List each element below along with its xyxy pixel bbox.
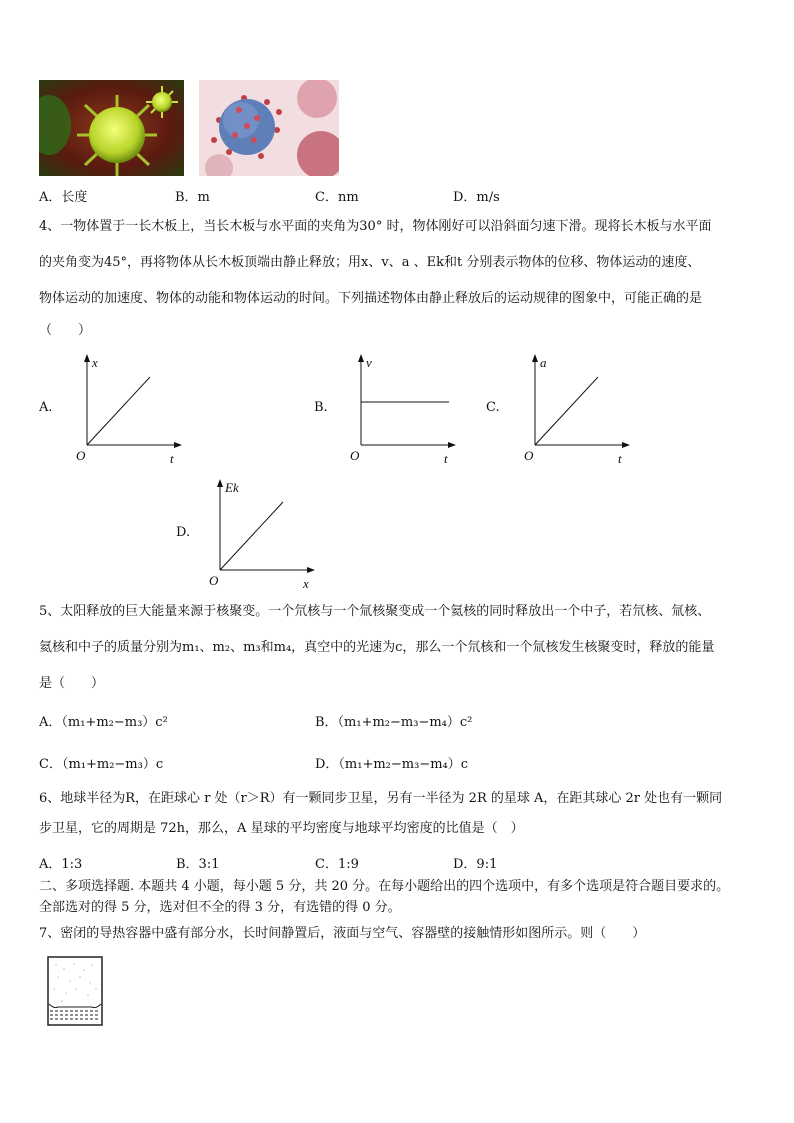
graph-d-y-label: Ek xyxy=(225,480,239,495)
q5-option-a: A．（m₁+m₂−m₃）c² xyxy=(39,715,168,730)
graph-a-y-label: x xyxy=(92,355,98,370)
q4-graph-c xyxy=(518,350,638,468)
graph-b-y-label: v xyxy=(366,355,372,370)
q4-line-1: 4、一物体置于一长木板上，当长木板与水平面的夹角为30° 时，物体刚好可以沿斜面匀速下滑。现将长木板与水平面 xyxy=(39,219,712,234)
q5-line-3: 是（ ） xyxy=(39,676,105,691)
q6-option-c: C．1:9 xyxy=(315,857,359,872)
q6-option-b: B．3:1 xyxy=(176,857,220,872)
q4-graph-b xyxy=(344,350,464,468)
q4-line-4: （ ） xyxy=(39,323,92,338)
q4-line-2: 的夹角变为45°，再将物体从长木板顶端由静止释放；用x、v、a 、Ek和t 分别表示物体的位移、物体运动的速度、 xyxy=(39,255,701,270)
q6-line-1: 6、地球半径为R，在距球心 r 处（r＞R）有一颗同步卫星，另有一半径为 2R 的星球 A，在距其球心 2r 处也有一颗同 xyxy=(39,791,723,806)
q5-line-1: 5、太阳释放的巨大能量来源于核聚变。一个氘核与一个氚核聚变成一个氦核的同时释放出一个中子，若氘核、氚核、 xyxy=(39,604,711,619)
graph-c-origin: O xyxy=(524,448,534,463)
section-2-line-2: 全部选对的得 5 分，选对但不全的得 3 分，有选错的得 0 分。 xyxy=(39,900,401,915)
q4-line-3: 物体运动的加速度、物体的动能和物体运动的时间。下列描述物体由静止释放后的运动规律的图象中，可能正确的是 xyxy=(39,291,703,306)
q4-option-c-label: C. xyxy=(486,400,500,415)
graph-a-x-label: t xyxy=(170,451,174,466)
section-2-line-1: 二、多项选择题. 本题共 4 小题，每小题 5 分，共 20 分。在每小题给出的四个选项中，有多个选项是符合题目要求的。 xyxy=(39,879,730,894)
q3-option-b: B．m xyxy=(175,190,210,205)
graph-b-x-label: t xyxy=(444,451,448,466)
q4-option-a-label: A. xyxy=(39,400,53,415)
graph-b-origin: O xyxy=(350,448,360,463)
virus-image-blue-red xyxy=(199,80,339,176)
graph-a-origin: O xyxy=(76,448,86,463)
q4-option-b-label: B. xyxy=(314,400,328,415)
q3-option-a: A．长度 xyxy=(39,190,88,205)
q3-option-c: C．nm xyxy=(315,190,359,205)
q4-graph-a xyxy=(70,350,190,468)
q5-option-c: C．（m₁+m₂−m₃）c xyxy=(39,757,164,772)
q4-graph-d xyxy=(203,475,323,593)
graph-c-x-label: t xyxy=(618,451,622,466)
graph-d-origin: O xyxy=(209,573,219,588)
q6-option-d: D．9:1 xyxy=(453,857,498,872)
q6-line-2: 步卫星，它的周期是 72h，那么，A 星球的平均密度与地球平均密度的比值是（ ） xyxy=(39,821,524,836)
graph-d-x-label: x xyxy=(303,576,309,591)
q5-line-2: 氦核和中子的质量分别为m₁、m₂、m₃和m₄，真空中的光速为c，那么一个氘核和一个氚核发生核聚变时，释放的能量 xyxy=(39,640,715,655)
q3-option-d: D．m/s xyxy=(453,190,500,205)
q5-option-b: B．（m₁+m₂−m₃−m₄）c² xyxy=(315,715,473,730)
q6-option-a: A．1:3 xyxy=(39,857,83,872)
q7-line-1: 7、密闭的导热容器中盛有部分水，长时间静置后，液面与空气、容器壁的接触情形如图所示。则（ ） xyxy=(39,926,646,941)
q7-container-figure xyxy=(46,955,104,1027)
q5-option-d: D．（m₁+m₂−m₃−m₄）c xyxy=(315,757,469,772)
q4-option-d-label: D. xyxy=(176,525,191,540)
virus-image-green xyxy=(39,80,184,176)
graph-c-y-label: a xyxy=(540,355,547,370)
